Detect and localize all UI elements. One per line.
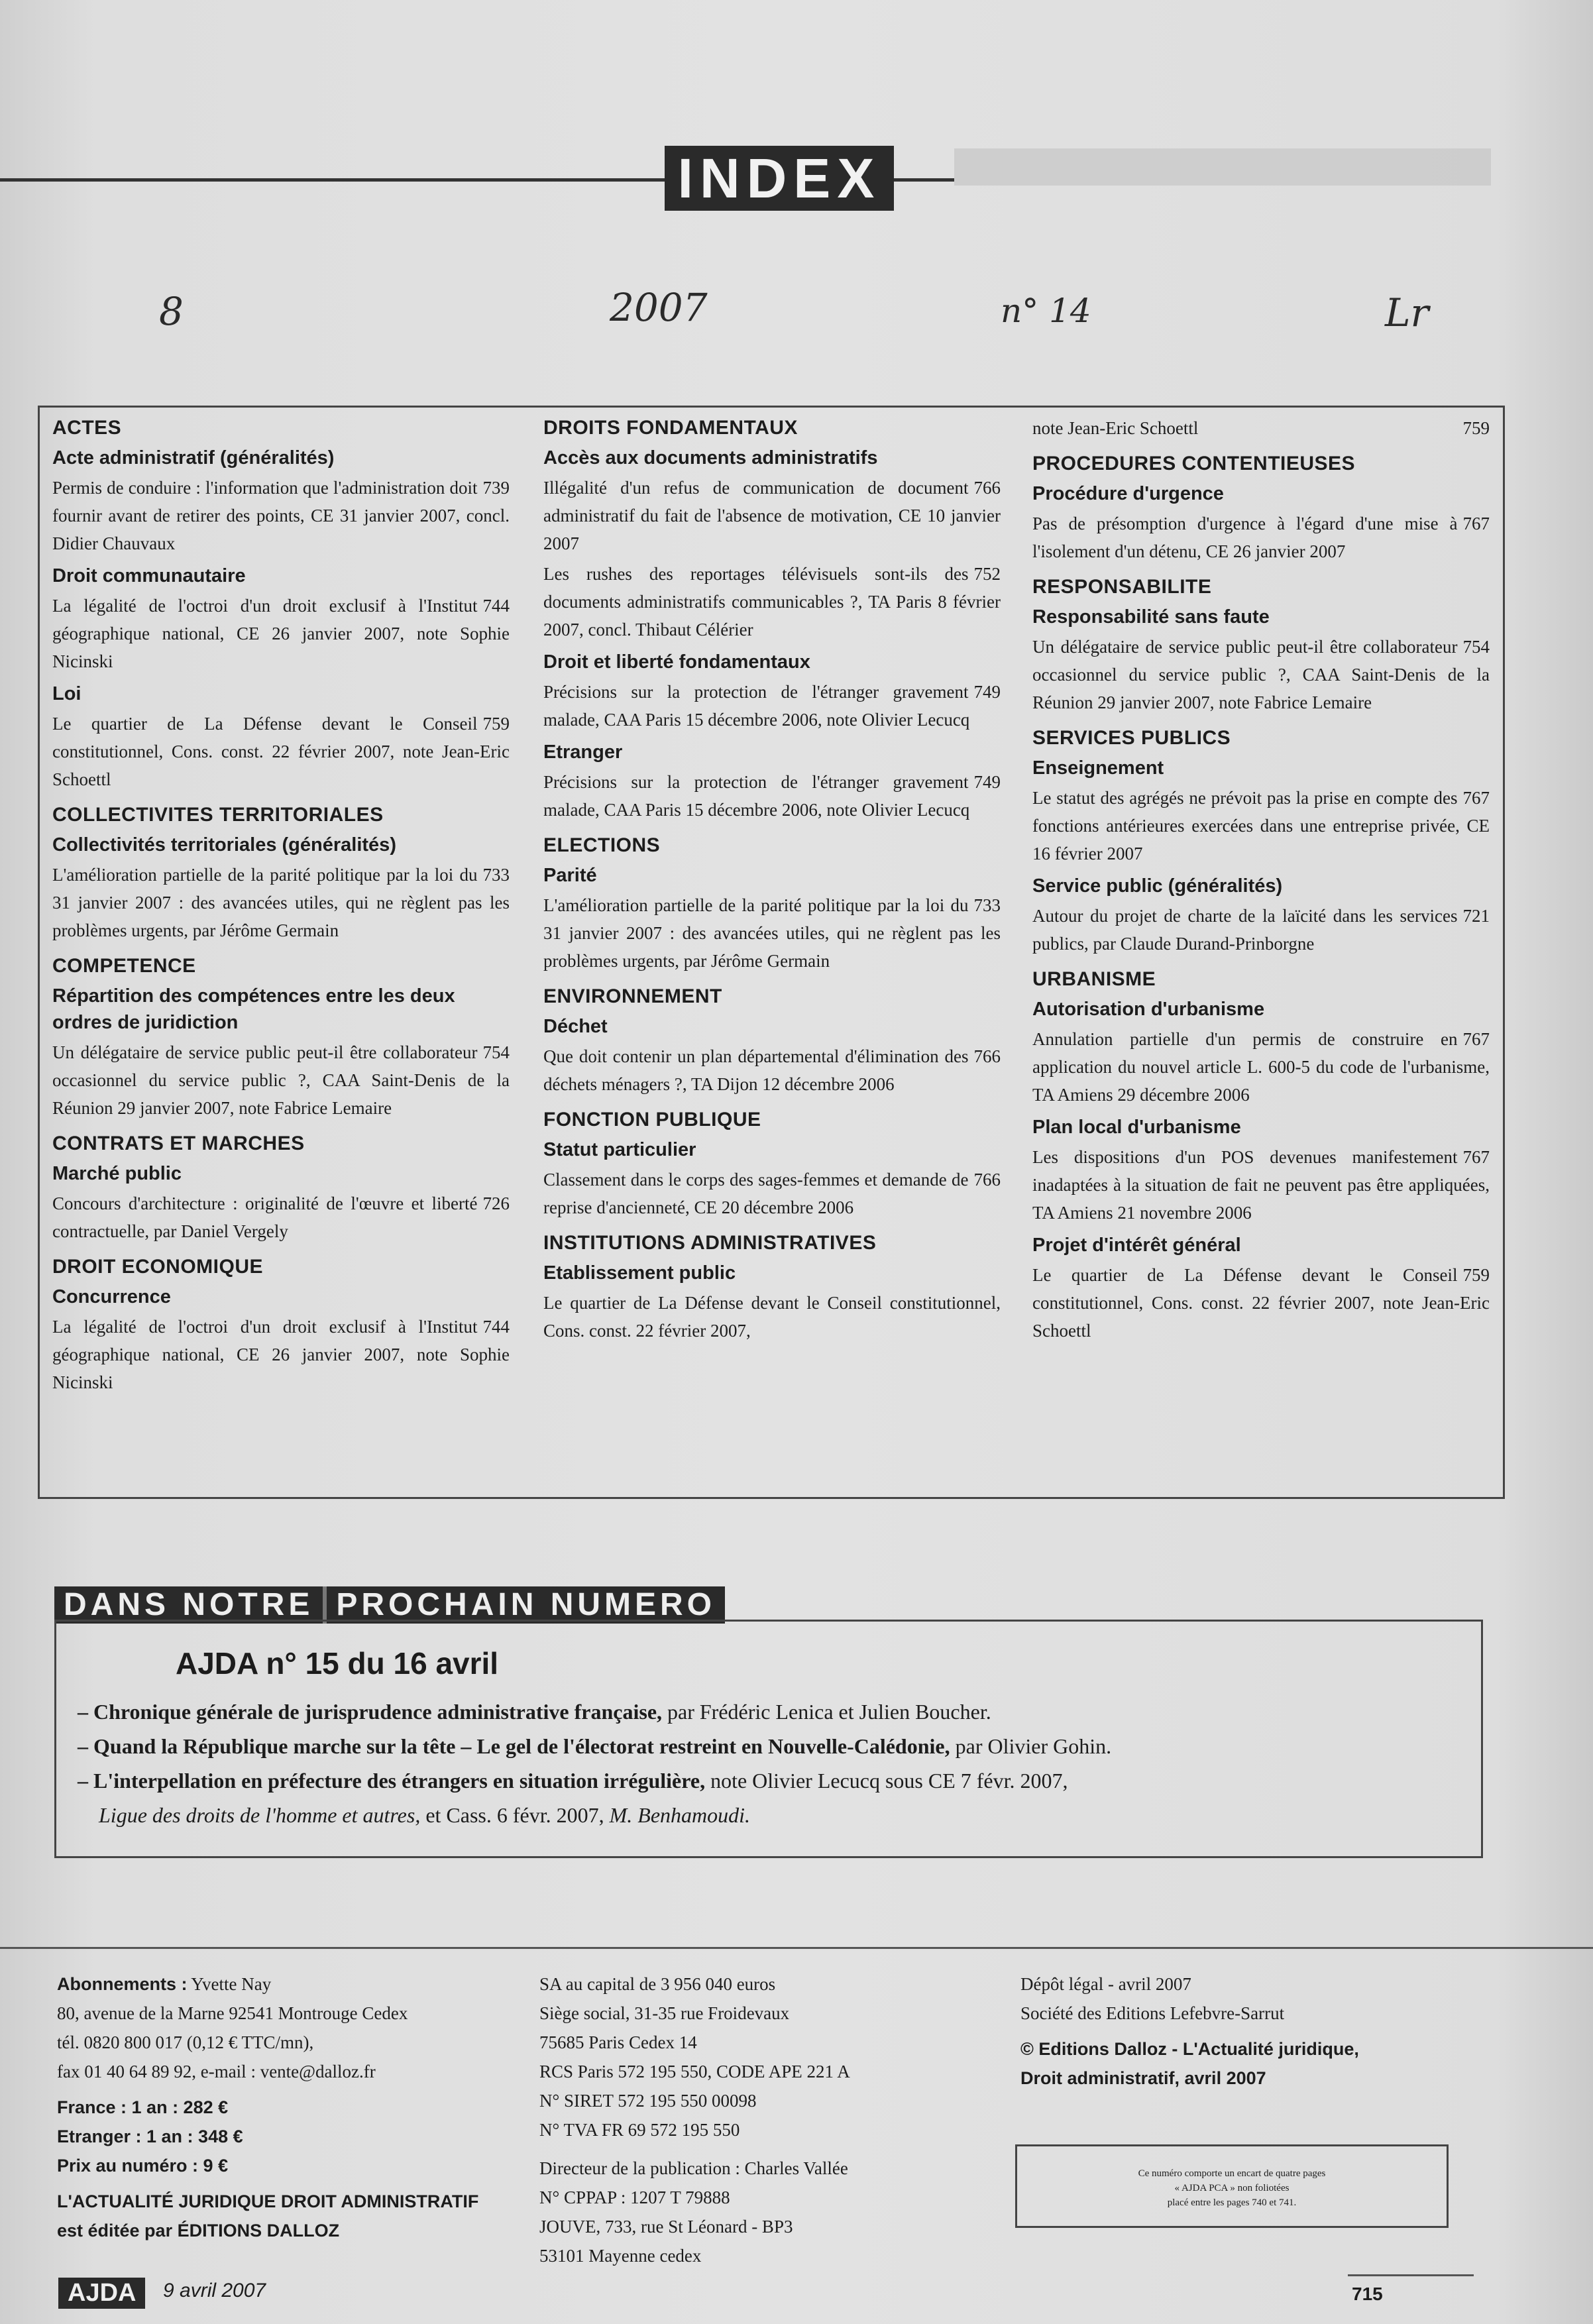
index-entry-page: 759 xyxy=(1462,418,1490,438)
index-subheading: Concurrence xyxy=(52,1286,171,1307)
index-section-heading: SERVICES PUBLICS xyxy=(1032,727,1231,749)
address-line: 80, avenue de la Marne 92541 Montrouge Cedex xyxy=(57,2003,408,2023)
index-entry-text: Les dispositions d'un POS devenues manifestement inadaptées à la situation de fait ne peuvent pas être appliquées, TA Amiens 21 novembre 2006 xyxy=(1032,1147,1490,1223)
index-entry xyxy=(52,1038,510,1122)
index-section-heading: COMPETENCE xyxy=(52,955,196,977)
item-italic: Ligue des droits de l'homme et autres, xyxy=(99,1803,421,1827)
index-entry-page: 754 xyxy=(482,1042,510,1062)
index-section-heading: RESPONSABILITE xyxy=(1032,576,1212,598)
index-entry-text: Un délégataire de service public peut-il être collaborateur occasionnel du service public ?, CAA Saint-Denis de la Réunion 29 janvier 2007, note Fabrice Lemaire xyxy=(1032,637,1490,712)
index-entry-page: 766 xyxy=(973,478,1001,498)
index-section-heading: CONTRATS ET MARCHES xyxy=(52,1133,305,1154)
index-section-heading: URBANISME xyxy=(1032,968,1156,990)
index-entry-text: note Jean-Eric Schoettl xyxy=(1032,418,1199,438)
index-entry-text: Illégalité d'un refus de communication de document administratif du fait de l'absence de motivation, CE 10 janvier 2007 xyxy=(543,478,1001,553)
next-issue-item xyxy=(78,1694,1456,1729)
index-subheading: Plan local d'urbanisme xyxy=(1032,1117,1241,1138)
next-issue-item xyxy=(78,1729,1456,1763)
index-entry-text: Le quartier de La Défense devant le Conseil constitutionnel, Cons. const. 22 février 2007, xyxy=(543,1293,1001,1341)
index-subheading: Parité xyxy=(543,865,597,886)
notice-line: « AJDA PCA » non foliotées xyxy=(1174,2183,1290,2193)
index-entry-page: 733 xyxy=(482,865,510,885)
banner-text-a: DANS NOTRE xyxy=(54,1586,323,1624)
index-entry-text: La légalité de l'octroi d'un droit exclusif à l'Institut géographique national, CE 26 janvier 2007, note Sophie Nicinski xyxy=(52,596,510,671)
index-entry-text: Précisions sur la protection de l'étranger gravement malade, CAA Paris 15 décembre 2006, note Olivier Lecucq xyxy=(543,772,970,820)
index-subheading: Droit communautaire xyxy=(52,565,246,586)
index-subheading: Droit et liberté fondamentaux xyxy=(543,651,810,673)
index-entry-page: 767 xyxy=(1462,514,1490,533)
index-entry xyxy=(52,1190,510,1245)
index-entry-page: 726 xyxy=(482,1193,510,1213)
index-subheading: Collectivités territoriales (généralités) xyxy=(52,834,396,856)
index-entry xyxy=(52,592,510,675)
footer-legal xyxy=(1020,1969,1498,2093)
society-line: Société des Editions Lefebvre-Sarrut xyxy=(1020,2003,1285,2023)
index-entry-page: 744 xyxy=(482,596,510,616)
subscription-line xyxy=(57,1969,521,1999)
footer-subscriptions xyxy=(57,1969,521,2245)
header-bleedthrough xyxy=(954,148,1491,186)
item-text: par Olivier Gohin. xyxy=(950,1734,1112,1758)
index-entry xyxy=(1032,633,1490,716)
handwritten-note-4: Lr xyxy=(1385,290,1429,335)
page-number-rule xyxy=(1348,2274,1474,2276)
index-entry xyxy=(52,710,510,793)
index-subheading: Projet d'intérêt général xyxy=(1032,1235,1241,1256)
index-entry xyxy=(1032,510,1490,565)
index-entry xyxy=(543,768,1001,824)
index-subheading: Responsabilité sans faute xyxy=(1032,606,1270,628)
index-entry-text: La légalité de l'octroi d'un droit exclusif à l'Institut géographique national, CE 26 janvier 2007, note Sophie Nicinski xyxy=(52,1317,510,1392)
index-entry xyxy=(1032,1025,1490,1109)
company-line: N° TVA FR 69 572 195 550 xyxy=(539,2120,740,2140)
index-entry-page: 759 xyxy=(482,714,510,734)
index-column-2 xyxy=(543,414,1001,1347)
index-subheading: Déchet xyxy=(543,1016,608,1037)
index-entry-page: 749 xyxy=(973,682,1001,702)
index-subheading: Marché public xyxy=(52,1163,182,1184)
item-text: note Olivier Lecucq sous CE 7 févr. 2007, xyxy=(705,1769,1068,1793)
index-entry xyxy=(543,1289,1001,1345)
index-entry xyxy=(543,678,1001,734)
index-subheading: Service public (généralités) xyxy=(1032,875,1283,897)
index-entry-text: Permis de conduire : l'information que l'administration doit fournir avant de retirer des points, CE 31 janvier 2007, concl. Didier Chauvaux xyxy=(52,478,510,553)
index-entry-text: L'amélioration partielle de la parité politique par la loi du 31 janvier 2007 : des avancées utiles, qui ne règlent pas les problèmes urgents, par Jérôme Germain xyxy=(52,865,510,940)
copyright-line-1: © Editions Dalloz - L'Actualité juridique, xyxy=(1020,2039,1359,2059)
index-entry-page: 733 xyxy=(973,895,1001,915)
item-bold: – L'interpellation en préfecture des étrangers en situation irrégulière, xyxy=(78,1769,706,1793)
next-issue-items xyxy=(78,1694,1456,1832)
handwritten-note-3: n° 14 xyxy=(1001,292,1091,330)
index-entry-page: 749 xyxy=(973,772,1001,792)
index-section-heading: COLLECTIVITES TERRITORIALES xyxy=(52,804,384,826)
next-issue-title: AJDA n° 15 du 16 avril xyxy=(176,1646,499,1681)
index-subheading: Etablissement public xyxy=(543,1262,736,1284)
index-entry xyxy=(52,861,510,944)
item-bold: – Quand la République marche sur la tête – Le gel de l'électorat restreint en Nouvelle-Calédonie, xyxy=(78,1734,950,1758)
company-line: RCS Paris 572 195 550, CODE APE 221 A xyxy=(539,2062,850,2081)
index-subheading: Acte administratif (généralités) xyxy=(52,447,335,469)
index-entry xyxy=(543,560,1001,643)
notice-line: placé entre les pages 740 et 741. xyxy=(1167,2197,1297,2208)
copyright-line-2: Droit administratif, avril 2007 xyxy=(1020,2068,1266,2088)
index-section-heading: DROITS FONDAMENTAUX xyxy=(543,417,798,439)
notice-line: Ce numéro comporte un encart de quatre pages xyxy=(1138,2168,1326,2179)
subscription-name: Yvette Nay xyxy=(187,1974,272,1994)
index-entry-text: Le quartier de La Défense devant le Conseil constitutionnel, Cons. const. 22 février 2007, note Jean-Eric Schoettl xyxy=(1032,1265,1490,1341)
index-entry-page: 721 xyxy=(1462,906,1490,926)
price-etranger: Etranger : 1 an : 348 € xyxy=(57,2127,243,2146)
index-entry-text: Autour du projet de charte de la laïcité dans les services publics, par Claude Durand-Prinborgne xyxy=(1032,906,1458,954)
index-entry-text: Pas de présomption d'urgence à l'égard d'une mise à l'isolement d'un détenu, CE 26 janvier 2007 xyxy=(1032,514,1458,561)
index-subheading: Etranger xyxy=(543,742,623,763)
index-entry-page: 739 xyxy=(482,478,510,498)
index-entry-text: Que doit contenir un plan départemental d'élimination des déchets ménagers ?, TA Dijon 12 décembre 2006 xyxy=(543,1046,969,1094)
publisher-line-2: est éditée par ÉDITIONS DALLOZ xyxy=(57,2221,340,2241)
index-entry xyxy=(1032,414,1490,442)
index-entry xyxy=(543,474,1001,557)
index-entry xyxy=(543,1042,1001,1098)
fax-line: fax 01 40 64 89 92, e-mail : vente@dalloz.fr xyxy=(57,2062,376,2081)
index-section-heading: FONCTION PUBLIQUE xyxy=(543,1109,761,1131)
index-entry-page: 752 xyxy=(973,564,1001,584)
issue-date: 9 avril 2007 xyxy=(163,2280,266,2301)
index-entry-page: 744 xyxy=(482,1317,510,1337)
index-entry-text: Classement dans le corps des sages-femmes et demande de reprise d'ancienneté, CE 20 décembre 2006 xyxy=(543,1170,969,1217)
index-entry xyxy=(1032,1261,1490,1345)
index-entry-text: L'amélioration partielle de la parité politique par la loi du 31 janvier 2007 : des avancées utiles, qui ne règlent pas les problèmes urgents, par Jérôme Germain xyxy=(543,895,1001,971)
index-subheading: Accès aux documents administratifs xyxy=(543,447,878,469)
index-section-heading: DROIT ECONOMIQUE xyxy=(52,1256,264,1278)
index-entry-page: 766 xyxy=(973,1046,1001,1066)
index-entry-text: Le quartier de La Défense devant le Conseil constitutionnel, Cons. const. 22 février 2007, note Jean-Eric Schoettl xyxy=(52,714,510,789)
index-entry-text: Concours d'architecture : originalité de l'œuvre et liberté contractuelle, par Daniel Vergely xyxy=(52,1193,478,1241)
handwritten-note-2: 2007 xyxy=(610,285,708,330)
page-number: 715 xyxy=(1352,2284,1383,2304)
index-entry-page: 767 xyxy=(1462,1147,1490,1167)
price-france: France : 1 an : 282 € xyxy=(57,2097,229,2117)
phone-line: tél. 0820 800 017 (0,12 € TTC/mn), xyxy=(57,2032,314,2052)
index-entry xyxy=(1032,1143,1490,1227)
index-subheading: Loi xyxy=(52,683,82,704)
index-column-1 xyxy=(52,414,510,1399)
index-section-heading: PROCEDURES CONTENTIEUSES xyxy=(1032,453,1356,474)
prochain-numero-banner xyxy=(54,1586,725,1624)
company-line: N° SIRET 572 195 550 00098 xyxy=(539,2091,757,2111)
depot-legal: Dépôt légal - avril 2007 xyxy=(1020,1974,1191,1994)
index-title: INDEX xyxy=(665,146,894,211)
prochain-numero-box xyxy=(54,1620,1483,1858)
company-line: Siège social, 31-35 rue Froidevaux xyxy=(539,2003,790,2023)
company-line: SA au capital de 3 956 040 euros xyxy=(539,1974,776,1994)
printer-city-line: 53101 Mayenne cedex xyxy=(539,2246,702,2266)
printer-line: JOUVE, 733, rue St Léonard - BP3 xyxy=(539,2217,793,2237)
director-line: Directeur de la publication : Charles Vallée xyxy=(539,2158,848,2178)
index-entry-page: 767 xyxy=(1462,788,1490,808)
insert-notice-box xyxy=(1015,2144,1449,2228)
next-issue-item-cont xyxy=(78,1798,1456,1832)
index-entry xyxy=(543,891,1001,975)
item-text: par Frédéric Lenica et Julien Boucher. xyxy=(662,1700,991,1724)
index-entry xyxy=(52,474,510,557)
index-subheading: Statut particulier xyxy=(543,1139,696,1160)
index-box xyxy=(38,406,1505,1499)
item-bold: – Chronique générale de jurisprudence administrative française, xyxy=(78,1700,663,1724)
index-entry xyxy=(543,1166,1001,1221)
index-subheading: Autorisation d'urbanisme xyxy=(1032,999,1265,1020)
index-entry-text: Un délégataire de service public peut-il être collaborateur occasionnel du service public ?, CAA Saint-Denis de la Réunion 29 janvier 2007, note Fabrice Lemaire xyxy=(52,1042,510,1118)
index-subheading: Enseignement xyxy=(1032,757,1164,779)
subscription-label: Abonnements : xyxy=(57,1974,188,1994)
index-entry xyxy=(1032,902,1490,958)
ajda-logo: AJDA xyxy=(58,2278,145,2309)
next-issue-item xyxy=(78,1763,1456,1798)
index-entry-page: 759 xyxy=(1462,1265,1490,1285)
index-subheading: Répartition des compétences entre les deux ordres de juridiction xyxy=(52,985,455,1033)
index-entry-page: 766 xyxy=(973,1170,1001,1190)
index-entry-text: Le statut des agrégés ne prévoit pas la prise en compte des fonctions antérieures exercées dans une entreprise privée, CE 16 février 2007 xyxy=(1032,788,1490,863)
index-entry-page: 754 xyxy=(1462,637,1490,657)
index-section-heading: ACTES xyxy=(52,417,122,439)
index-entry-text: Les rushes des reportages télévisuels sont-ils des documents administratifs communicables ?, TA Paris 8 février 2007, concl. Thibaut Célérier xyxy=(543,564,1001,639)
company-line: 75685 Paris Cedex 14 xyxy=(539,2032,697,2052)
index-section-heading: INSTITUTIONS ADMINISTRATIVES xyxy=(543,1232,877,1254)
cppap-line: N° CPPAP : 1207 T 79888 xyxy=(539,2187,730,2207)
index-column-3 xyxy=(1032,414,1490,1347)
footer-rule xyxy=(0,1947,1593,1949)
item-italic: M. Benhamoudi. xyxy=(609,1803,751,1827)
index-entry xyxy=(52,1313,510,1396)
index-entry xyxy=(1032,784,1490,867)
item-text: et Cass. 6 févr. 2007, xyxy=(420,1803,610,1827)
banner-text-b: PROCHAIN NUMERO xyxy=(323,1586,725,1624)
index-subheading: Procédure d'urgence xyxy=(1032,483,1224,504)
publisher-line-1: L'ACTUALITÉ JURIDIQUE DROIT ADMINISTRATIF xyxy=(57,2191,479,2211)
index-section-heading: ELECTIONS xyxy=(543,834,661,856)
index-entry-text: Précisions sur la protection de l'étranger gravement malade, CAA Paris 15 décembre 2006, note Olivier Lecucq xyxy=(543,682,970,730)
price-numero: Prix au numéro : 9 € xyxy=(57,2156,229,2176)
index-entry-page: 767 xyxy=(1462,1029,1490,1049)
footer-company xyxy=(539,1969,1003,2270)
index-section-heading: ENVIRONNEMENT xyxy=(543,985,722,1007)
index-entry-text: Annulation partielle d'un permis de construire en application du nouvel article L. 600-5 du code de l'urbanisme, TA Amiens 29 décembre 2006 xyxy=(1032,1029,1490,1105)
handwritten-note-1: 8 xyxy=(159,289,184,334)
